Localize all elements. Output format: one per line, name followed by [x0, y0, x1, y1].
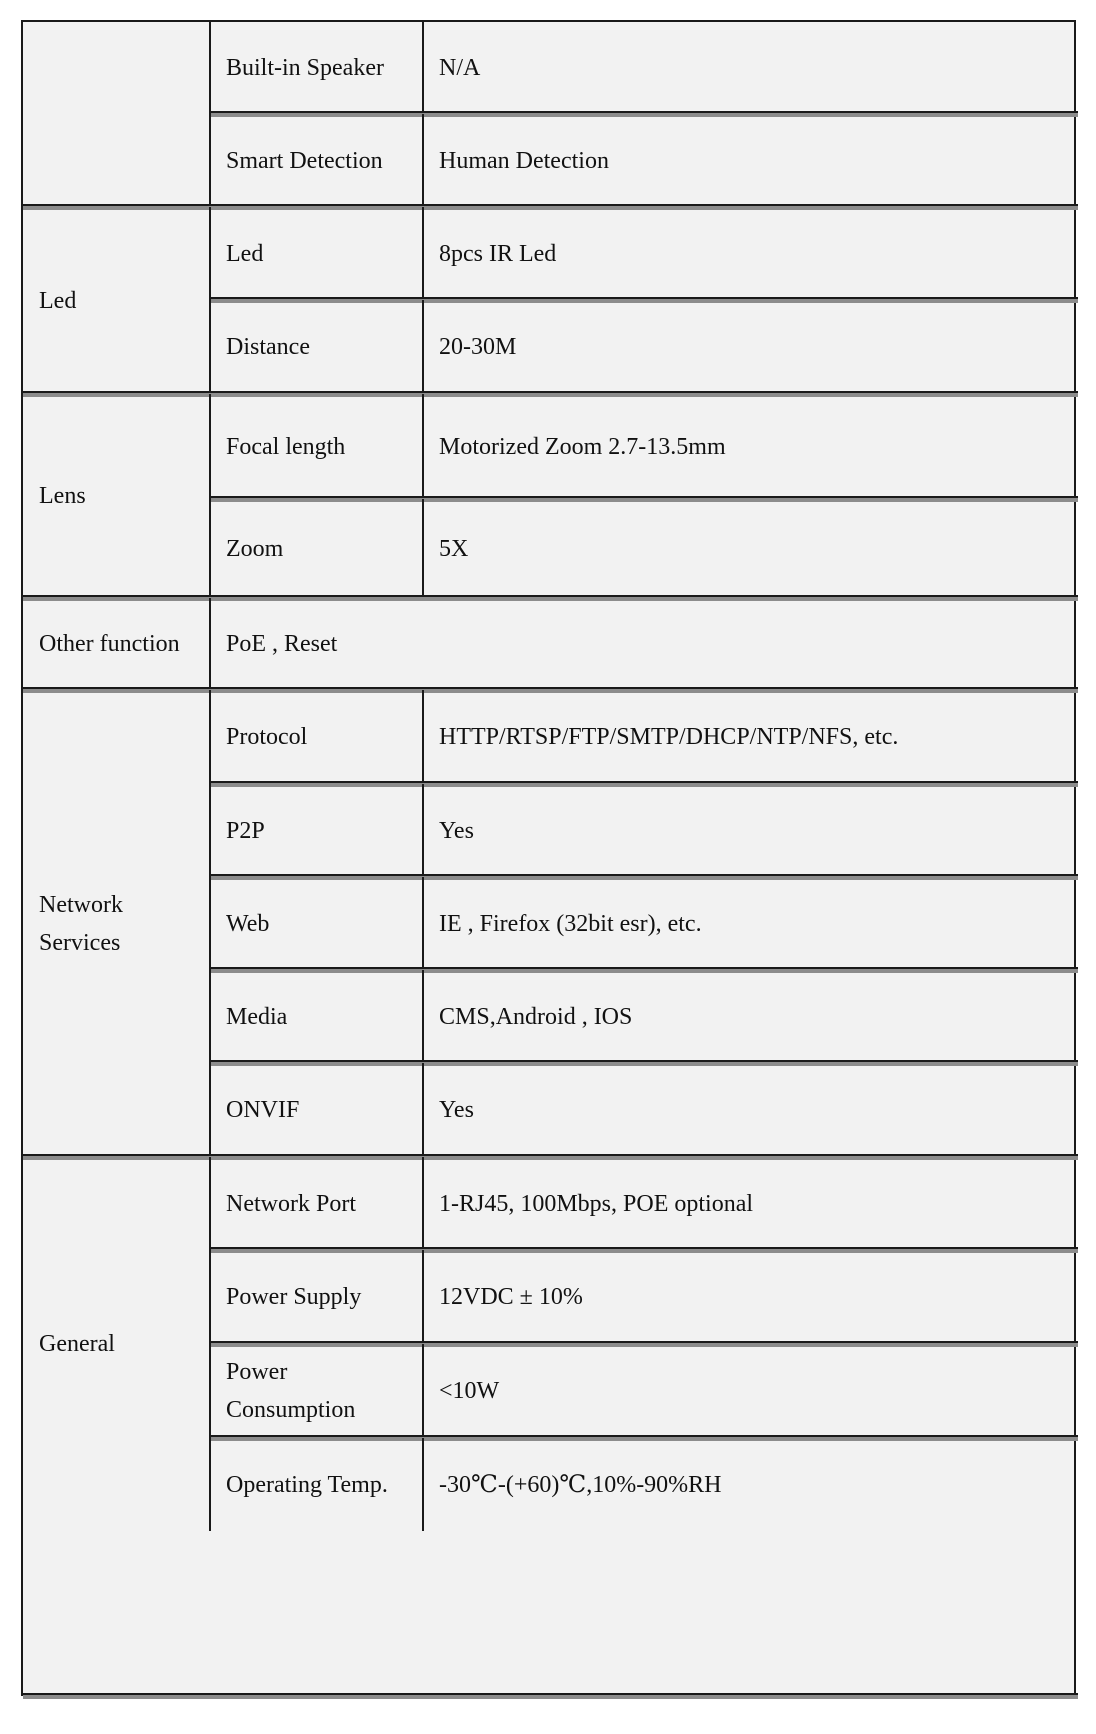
spec-name	[210, 1438, 423, 1531]
group-label	[23, 690, 210, 1157]
spec-name	[210, 394, 423, 499]
spec-value-text: 20-30M	[439, 334, 517, 360]
spec-name-text: Power Consumption	[226, 1359, 356, 1423]
column-divider	[422, 970, 424, 1063]
column-divider	[422, 1063, 424, 1157]
spec-value-text: 12VDC ± 10%	[439, 1284, 583, 1310]
column-divider	[209, 207, 211, 394]
group-label	[23, 1157, 210, 1531]
spec-name	[210, 784, 423, 877]
spec-name	[210, 207, 423, 300]
spec-value	[423, 784, 1078, 877]
column-divider	[422, 114, 424, 207]
spec-name	[210, 114, 423, 207]
spec-value	[423, 1157, 1078, 1250]
spec-value-text: IE , Firefox (32bit esr), etc.	[439, 910, 702, 937]
spec-name	[210, 1250, 423, 1344]
spec-name-text: ONVIF	[226, 1097, 300, 1123]
spec-name	[210, 690, 423, 784]
column-divider	[422, 22, 424, 114]
spec-value-text: Yes	[439, 1097, 474, 1123]
spec-name	[210, 970, 423, 1063]
spec-name	[210, 1063, 423, 1157]
spec-name-text: Distance	[226, 334, 310, 360]
spec-name-text: Zoom	[226, 535, 284, 562]
group-label	[23, 598, 210, 690]
column-divider	[209, 1157, 211, 1531]
column-divider	[422, 394, 424, 499]
group-label-text: Network Services	[39, 891, 123, 956]
column-divider	[422, 207, 424, 300]
spec-value-text: 1-RJ45, 100Mbps, POE optional	[439, 1190, 754, 1217]
spec-value	[423, 22, 1078, 114]
spec-value-text: Yes	[439, 817, 474, 844]
spec-name	[210, 1344, 423, 1438]
column-divider	[422, 300, 424, 394]
group-label	[23, 22, 210, 207]
spec-value-text: -30℃-(+60)℃,10%-90%RH	[439, 1471, 722, 1498]
group-label	[23, 207, 210, 394]
group-label-text: Other function	[39, 631, 180, 657]
spec-value	[423, 690, 1078, 784]
group-label-text: Led	[39, 287, 77, 314]
spec-value	[423, 114, 1078, 207]
column-divider	[422, 1344, 424, 1438]
spec-value	[423, 877, 1078, 970]
spec-name-text: PoE , Reset	[226, 631, 338, 657]
spec-name-text: Operating Temp.	[226, 1471, 388, 1498]
column-divider	[422, 690, 424, 784]
spec-value	[423, 207, 1078, 300]
column-divider	[209, 22, 211, 207]
spec-value	[423, 970, 1078, 1063]
spec-value	[423, 300, 1078, 394]
spec-name-text: Led	[226, 240, 264, 267]
spec-table	[21, 20, 1076, 1696]
spec-value	[423, 1063, 1078, 1157]
column-divider	[209, 690, 211, 1157]
spec-name-text: Built-in Speaker	[226, 55, 384, 81]
column-divider	[422, 1157, 424, 1250]
spec-name-text: Focal length	[226, 433, 346, 460]
spec-name	[210, 598, 1078, 690]
spec-value-text: CMS,Android , IOS	[439, 1003, 633, 1030]
spec-value	[423, 394, 1078, 499]
column-divider	[422, 1438, 424, 1531]
spec-name	[210, 1157, 423, 1250]
spec-value	[423, 1344, 1078, 1438]
spec-value-text: Motorized Zoom 2.7-13.5mm	[439, 433, 726, 460]
row-divider	[23, 1693, 1078, 1699]
spec-name-text: Web	[226, 910, 270, 937]
spec-name-text: Protocol	[226, 724, 308, 750]
spec-value	[423, 499, 1078, 598]
spec-value-text: N/A	[439, 55, 481, 81]
spec-name-text: Power Supply	[226, 1284, 362, 1310]
spec-value	[423, 1250, 1078, 1344]
group-label	[23, 394, 210, 598]
spec-value-text: 5X	[439, 535, 469, 562]
spec-name-text: Network Port	[226, 1190, 356, 1217]
column-divider	[422, 499, 424, 598]
spec-name-text: Smart Detection	[226, 147, 383, 174]
group-label-text: Lens	[39, 483, 86, 509]
spec-name-text: P2P	[226, 817, 265, 844]
column-divider	[422, 1250, 424, 1344]
spec-value-text: Human Detection	[439, 147, 609, 174]
spec-name-text: Media	[226, 1003, 288, 1030]
column-divider	[422, 877, 424, 970]
spec-name	[210, 22, 423, 114]
spec-name	[210, 300, 423, 394]
spec-value-text: 8pcs IR Led	[439, 240, 557, 267]
column-divider	[209, 598, 211, 690]
spec-name	[210, 877, 423, 970]
spec-name	[210, 499, 423, 598]
spec-value	[423, 1438, 1078, 1531]
column-divider	[422, 784, 424, 877]
spec-value-text: HTTP/RTSP/FTP/SMTP/DHCP/NTP/NFS, etc.	[439, 724, 899, 750]
column-divider	[209, 394, 211, 598]
group-label-text: General	[39, 1331, 115, 1357]
spec-value-text: <10W	[439, 1378, 500, 1404]
